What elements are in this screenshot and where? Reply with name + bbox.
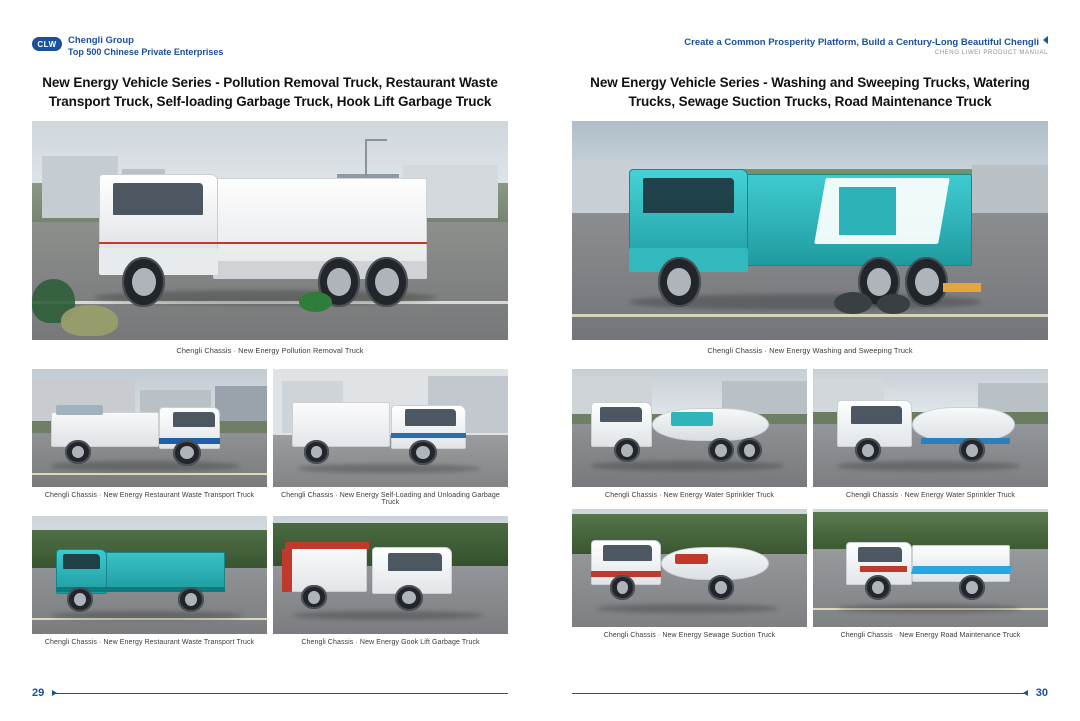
thumb-image [572, 509, 807, 627]
thumb-image [273, 369, 508, 487]
thumb-cell [572, 369, 807, 499]
thumb-image [572, 369, 807, 487]
thumb-caption: Chengli Chassis · New Energy Restaurant Waste Transport Truck [44, 492, 255, 500]
brand-header [32, 36, 508, 62]
brand-text [68, 36, 223, 57]
thumb-caption: Chengli Chassis · New Energy Sewage Suction Truck [603, 632, 776, 640]
header-slogan-text: Create a Common Prosperity Platform, Build a Century-Long Beautiful Chengli [684, 37, 1039, 48]
thumb-grid-right-row2 [572, 509, 1048, 639]
thumb-grid-left-row2 [32, 516, 508, 646]
manual-header [572, 36, 1048, 62]
thumb-caption: Chengli Chassis · New Energy Self-Loading and Unloading Garbage Truck [281, 492, 500, 507]
hero-caption-left: Chengli Chassis · New Energy Pollution Removal Truck [176, 346, 364, 356]
thumb-caption: Chengli Chassis · New Energy Gook Lift Garbage Truck [301, 639, 480, 647]
thumb-grid-right-row1 [572, 369, 1048, 499]
thumb-grid-left-row1 [32, 369, 508, 506]
thumb-cell [572, 509, 807, 639]
thumb-caption: Chengli Chassis · New Energy Road Maintenance Truck [840, 632, 1021, 640]
left-footer [32, 687, 508, 699]
brand-name: Chengli Group [68, 35, 134, 46]
right-page-title: New Energy Vehicle Series - Washing and Sweeping Trucks, Watering Trucks, Sewage Suction Trucks, Road Maintenance Truck [590, 75, 1030, 109]
hero-caption-right: Chengli Chassis · New Energy Washing and Sweeping Truck [707, 346, 913, 356]
thumb-cell [32, 516, 267, 646]
thumb-image [32, 516, 267, 634]
thumb-caption: Chengli Chassis · New Energy Water Sprinkler Truck [846, 492, 1015, 500]
page-number: 30 [1035, 687, 1048, 699]
thumb-image [813, 369, 1048, 487]
thumb-image [273, 516, 508, 634]
thumb-caption: Chengli Chassis · New Energy Water Sprinkler Truck [605, 492, 774, 500]
brand-tagline: Top 500 Chinese Private Enterprises [68, 46, 224, 57]
right-page [540, 0, 1080, 721]
left-page-title: New Energy Vehicle Series - Pollution Removal Truck, Restaurant Waste Transport Truck, Self-loading Garbage Truck, Hook Lift Garbage Truck [42, 75, 498, 109]
chengli-logo-icon: CLW [32, 37, 62, 51]
hero-image-left [32, 121, 508, 340]
thumb-cell [813, 369, 1048, 499]
page-number: 29 [32, 687, 45, 699]
thumb-image [32, 369, 267, 487]
arrow-right-icon [1043, 36, 1048, 44]
header-slogan [572, 36, 1048, 48]
hero-image-right [572, 121, 1048, 340]
footer-rule [52, 693, 508, 694]
thumb-cell [273, 369, 508, 506]
footer-rule [572, 693, 1028, 694]
thumb-image [813, 509, 1048, 627]
thumb-cell [32, 369, 267, 506]
thumb-caption: Chengli Chassis · New Energy Restaurant Waste Transport Truck [44, 639, 255, 647]
thumb-cell [273, 516, 508, 646]
thumb-cell [813, 509, 1048, 639]
right-footer [572, 687, 1048, 699]
header-manual-label: CHENG LIWEI PRODUCT MANUAL [934, 50, 1048, 56]
